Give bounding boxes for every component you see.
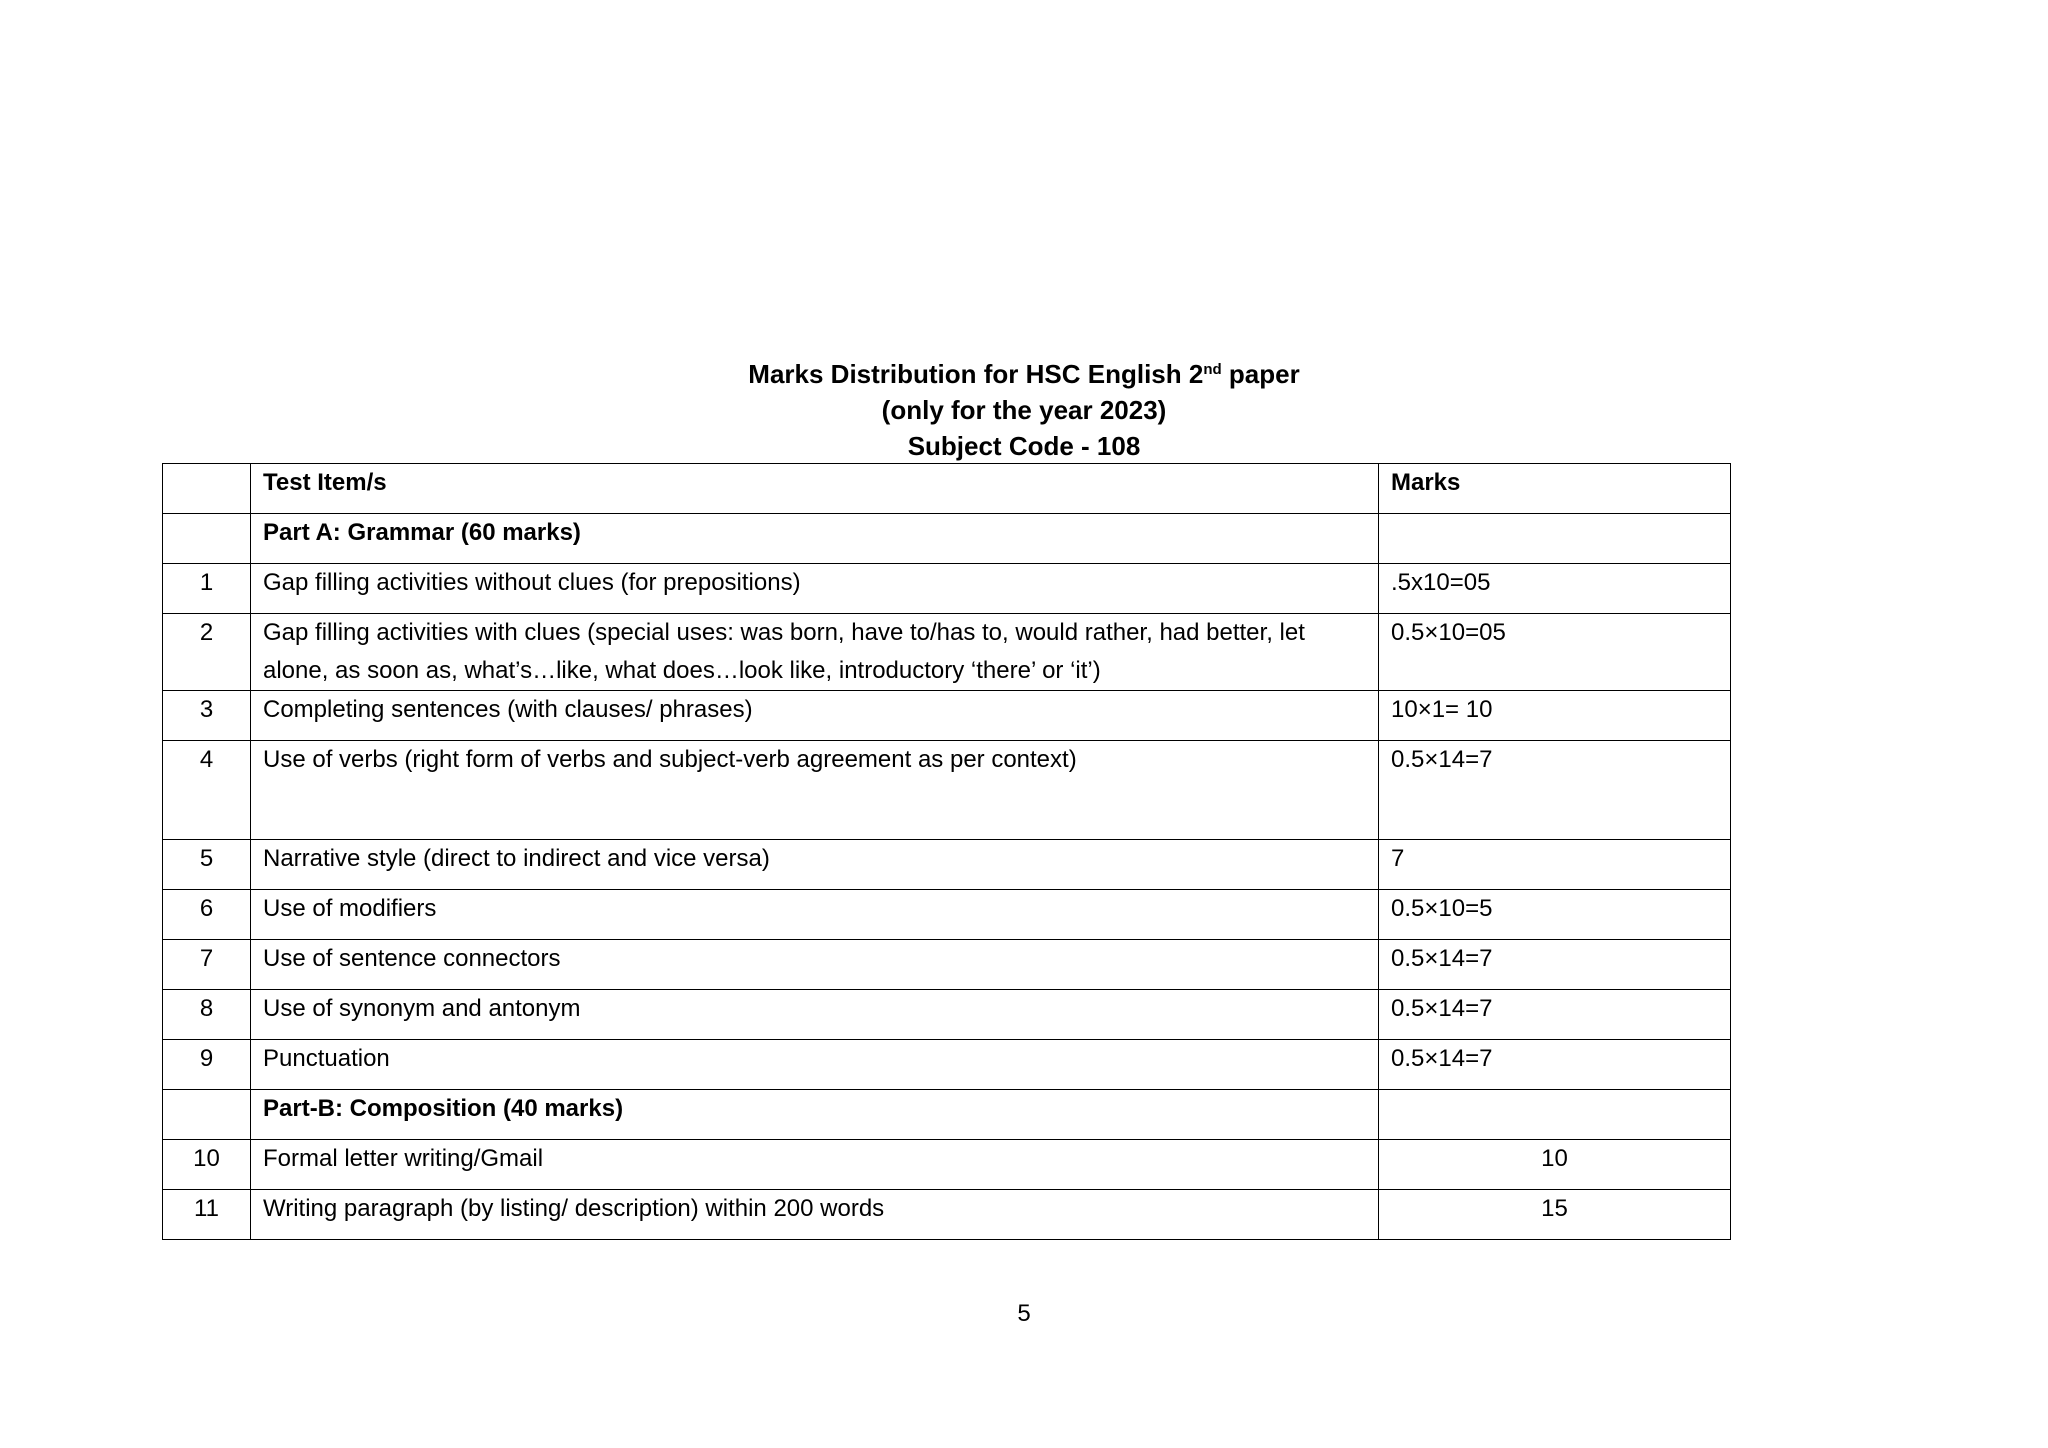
row-item: Gap filling activities with clues (special uses: was born, have to/has to, would rather, had better, let alone, as soon as, what’s…like, what does…look like, introductory ‘there’ or ‘it’) (251, 614, 1379, 691)
row-number: 10 (163, 1140, 251, 1190)
row-item: Gap filling activities without clues (for prepositions) (251, 564, 1379, 614)
title-superscript: nd (1203, 361, 1222, 378)
document-subject-code: Subject Code - 108 (907, 431, 1141, 461)
row-item: Formal letter writing/Gmail (251, 1140, 1379, 1190)
document-title (0, 356, 2048, 392)
row-marks: 7 (1379, 840, 1731, 890)
table-header-row (163, 464, 1731, 514)
row-number: 2 (163, 614, 251, 691)
document-subtitle-year: (only for the year 2023) (881, 395, 1167, 425)
row-number: 4 (163, 741, 251, 840)
marks-distribution-table (162, 463, 1731, 1240)
table-row (163, 1040, 1731, 1090)
header-number-cell (163, 464, 251, 514)
row-marks: 0.5×14=7 (1379, 990, 1731, 1040)
table-row (163, 564, 1731, 614)
title-tail: paper (1221, 359, 1300, 389)
row-number: 5 (163, 840, 251, 890)
table-row (163, 840, 1731, 890)
table-row (163, 691, 1731, 741)
row-item: Use of verbs (right form of verbs and subject-verb agreement as per context) (251, 741, 1379, 840)
row-marks: 15 (1379, 1190, 1731, 1240)
row-number: 7 (163, 940, 251, 990)
row-number: 11 (163, 1190, 251, 1240)
row-item: Completing sentences (with clauses/ phrases) (251, 691, 1379, 741)
row-number (163, 514, 251, 564)
row-item: Use of modifiers (251, 890, 1379, 940)
row-marks: 10×1= 10 (1379, 691, 1731, 741)
table-row (163, 940, 1731, 990)
row-item: Use of synonym and antonym (251, 990, 1379, 1040)
header-item-cell: Test Item/s (251, 464, 1379, 514)
section-heading: Part-B: Composition (40 marks) (251, 1090, 1379, 1140)
section-row-part-a (163, 514, 1731, 564)
row-marks: .5x10=05 (1379, 564, 1731, 614)
page-number: 5 (1017, 1300, 1031, 1327)
row-item: Punctuation (251, 1040, 1379, 1090)
row-item: Writing paragraph (by listing/ description) within 200 words (251, 1190, 1379, 1240)
row-marks (1379, 514, 1731, 564)
row-marks: 0.5×14=7 (1379, 940, 1731, 990)
table-row (163, 1140, 1731, 1190)
row-number: 8 (163, 990, 251, 1040)
row-number: 6 (163, 890, 251, 940)
table-row (163, 890, 1731, 940)
row-marks (1379, 1090, 1731, 1140)
table-row (163, 614, 1731, 691)
row-number (163, 1090, 251, 1140)
table-row (163, 741, 1731, 840)
title-main: Marks Distribution for HSC English 2 (748, 359, 1204, 389)
row-item: Use of sentence connectors (251, 940, 1379, 990)
row-marks: 0.5×14=7 (1379, 741, 1731, 840)
header-marks-cell: Marks (1379, 464, 1731, 514)
section-row-part-b (163, 1090, 1731, 1140)
row-number: 1 (163, 564, 251, 614)
row-number: 9 (163, 1040, 251, 1090)
row-marks: 10 (1379, 1140, 1731, 1190)
row-marks: 0.5×14=7 (1379, 1040, 1731, 1090)
row-item: Narrative style (direct to indirect and vice versa) (251, 840, 1379, 890)
row-marks: 0.5×10=05 (1379, 614, 1731, 691)
table-row (163, 1190, 1731, 1240)
row-marks: 0.5×10=5 (1379, 890, 1731, 940)
table-row (163, 990, 1731, 1040)
section-heading: Part A: Grammar (60 marks) (251, 514, 1379, 564)
row-number: 3 (163, 691, 251, 741)
